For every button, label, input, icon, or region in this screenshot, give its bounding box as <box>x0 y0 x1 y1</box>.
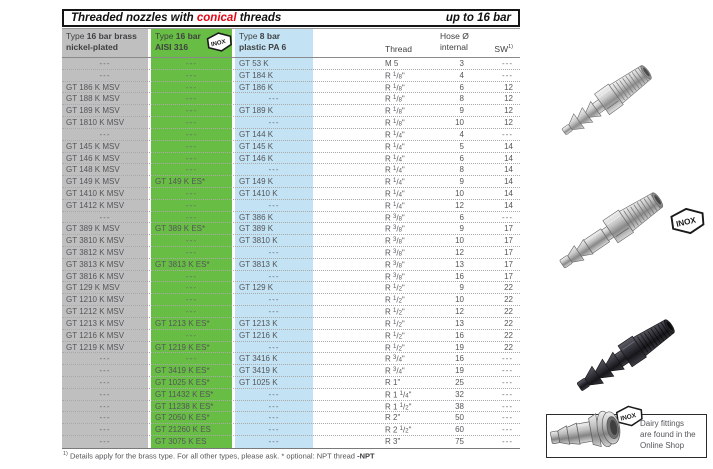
product-image-plastic-nozzle <box>568 318 686 392</box>
cell-thread: R $^1$/8" <box>385 118 405 128</box>
cell-sw: 12 <box>504 106 513 116</box>
cell-thread: R $^1$/8" <box>385 106 405 116</box>
cell-brass: --- <box>99 401 111 411</box>
cell-sw: 14 <box>504 177 513 187</box>
page-title <box>71 12 281 24</box>
table-row <box>62 412 520 424</box>
table-row <box>62 247 520 259</box>
cell-brass: GT 148 K MSV <box>66 165 120 175</box>
cell-hose: 5 <box>459 141 464 151</box>
cell-sw: 12 <box>504 118 513 128</box>
table-row <box>62 318 520 330</box>
inox-badge-header <box>205 31 233 58</box>
cell-thread: R $^1$/2" <box>385 295 405 305</box>
cell-brass: GT 189 K MSV <box>66 106 120 116</box>
cell-inox: --- <box>186 59 197 68</box>
cell-thread: R $^3$/8" <box>385 260 405 270</box>
table-row <box>62 259 520 271</box>
cell-plastic: GT 149 K <box>239 177 274 187</box>
cell-brass: --- <box>99 437 111 446</box>
cell-hose: 16 <box>455 330 464 340</box>
cell-hose: 10 <box>455 188 464 198</box>
cell-hose: 38 <box>455 401 464 411</box>
cell-sw: 14 <box>504 200 513 210</box>
cell-sw: --- <box>502 354 513 364</box>
cell-brass: --- <box>99 389 111 399</box>
cell-plastic: --- <box>268 342 280 352</box>
cell-inox: GT 3813 K ES* <box>155 259 210 269</box>
cell-sw: 17 <box>504 259 513 269</box>
cell-sw: --- <box>502 389 513 399</box>
cell-inox: GT 11238 K ES* <box>155 401 214 411</box>
cell-inox: --- <box>186 94 197 104</box>
table-row <box>62 223 520 235</box>
cell-hose: 9 <box>459 177 464 187</box>
cell-inox: --- <box>186 141 197 151</box>
cell-sw: 22 <box>504 318 513 328</box>
dairy-note-line3: Online Shop <box>640 441 685 450</box>
title-prefix: Threaded nozzles with <box>71 12 197 24</box>
cell-hose: 60 <box>455 425 464 435</box>
cell-plastic: GT 1216 K <box>239 330 278 340</box>
cell-thread: R $^1$/8" <box>385 83 405 93</box>
cell-plastic: GT 186 K <box>239 82 274 92</box>
cell-inox: GT 21260 K ES <box>155 425 211 435</box>
cell-thread: R $^1$/4" <box>385 189 405 199</box>
table-row <box>62 365 520 377</box>
cell-sw: 17 <box>504 224 513 234</box>
cell-hose: 10 <box>455 236 464 246</box>
sw-footnote-marker: 1) <box>508 44 513 51</box>
cell-sw: --- <box>502 59 513 68</box>
cell-inox: GT 1025 K ES* <box>155 377 210 387</box>
column-header-inox <box>155 31 201 53</box>
cell-brass: --- <box>99 59 111 68</box>
inox-badge-text: INOX <box>210 39 227 49</box>
cell-thread: R $^3$/8" <box>385 213 405 223</box>
cell-brass: --- <box>99 425 111 435</box>
cell-sw: --- <box>502 401 513 411</box>
cell-thread: R $^1$/4" <box>385 201 405 211</box>
cell-plastic: GT 144 K <box>239 129 274 139</box>
cell-sw: --- <box>502 129 513 139</box>
product-table <box>62 28 520 449</box>
cell-thread: R $^1$/4" <box>385 130 405 140</box>
cell-sw: 14 <box>504 141 513 151</box>
cell-inox: GT 389 K ES* <box>155 224 206 234</box>
cell-brass: GT 1810 K MSV <box>66 118 125 128</box>
table-row <box>62 129 520 141</box>
cell-brass: GT 1219 K MSV <box>66 342 125 352</box>
cell-sw: 17 <box>504 248 513 257</box>
cell-sw: 22 <box>504 342 513 352</box>
inox-badge-side-text: INOX <box>675 215 697 229</box>
cell-plastic: --- <box>268 118 280 128</box>
cell-inox: --- <box>186 70 197 80</box>
cell-inox: GT 3075 K ES <box>155 437 207 446</box>
cell-inox: GT 11432 K ES* <box>155 389 214 399</box>
cell-brass: GT 149 K MSV <box>66 177 120 187</box>
cell-hose: 13 <box>455 318 464 328</box>
cell-thread: R 1" <box>385 377 401 387</box>
footnote-text: Details apply for the brass type. For all other types, please ask. * optional: NPT thread <box>67 451 358 461</box>
cell-sw: --- <box>502 212 513 222</box>
table-row <box>62 200 520 212</box>
table-row <box>62 117 520 129</box>
cell-plastic: GT 129 K <box>239 283 274 293</box>
cell-plastic: GT 184 K <box>239 70 274 80</box>
cell-plastic: --- <box>268 307 280 317</box>
inox-badge-dairy-text: INOX <box>619 412 637 423</box>
cell-hose: 12 <box>455 200 464 210</box>
cell-sw: 17 <box>504 271 513 281</box>
cell-brass: GT 3810 K MSV <box>66 236 125 246</box>
cell-hose: 25 <box>455 377 464 387</box>
brass-rating-label: 16 bar brass <box>86 31 137 41</box>
cell-plastic: GT 1410 K <box>239 188 278 198</box>
cell-thread: R $^3$/8" <box>385 248 405 258</box>
cell-thread: R $^1$/4" <box>385 154 405 163</box>
hose-diameter-label: Hose Ø <box>440 31 469 41</box>
cell-hose: 3 <box>459 59 464 68</box>
dairy-note <box>640 418 696 451</box>
cell-sw: 12 <box>504 82 513 92</box>
cell-brass: --- <box>99 212 111 222</box>
table-row <box>62 82 520 94</box>
cell-inox: --- <box>186 188 197 198</box>
product-image-dairy-fitting <box>549 404 643 458</box>
cell-hose: 19 <box>455 342 464 352</box>
table-row <box>62 401 520 413</box>
cell-plastic: --- <box>268 165 280 175</box>
cell-hose: 16 <box>455 271 464 281</box>
table-row <box>62 271 520 283</box>
cell-sw: 17 <box>504 236 513 246</box>
cell-thread: R $^1$/4" <box>385 177 405 187</box>
cell-inox: --- <box>186 129 197 139</box>
cell-brass: GT 186 K MSV <box>66 82 120 92</box>
cell-hose: 10 <box>455 118 464 128</box>
table-row <box>62 389 520 401</box>
cell-plastic: --- <box>268 401 280 411</box>
hose-internal-label: internal <box>440 42 468 53</box>
cell-hose: 6 <box>459 212 464 222</box>
cell-brass: GT 1410 K MSV <box>66 188 125 198</box>
cell-brass: GT 3813 K MSV <box>66 259 125 269</box>
cell-inox: --- <box>186 248 197 257</box>
cell-sw: --- <box>502 377 513 387</box>
cell-inox: --- <box>186 212 197 222</box>
cell-plastic: --- <box>268 389 280 399</box>
cell-sw: 14 <box>504 165 513 175</box>
table-row <box>62 294 520 306</box>
inox-rating-label: 16 bar <box>175 31 201 41</box>
cell-thread: R $^1$/2" <box>385 319 405 329</box>
inox-type-label: Type <box>155 31 176 41</box>
cell-hose: 50 <box>455 413 464 423</box>
table-row <box>62 282 520 294</box>
product-image-brass-nozzle <box>552 62 664 138</box>
cell-plastic: --- <box>268 271 280 281</box>
cell-inox: --- <box>186 354 197 364</box>
table-row <box>62 436 520 448</box>
cell-brass: --- <box>99 129 111 139</box>
cell-hose: 6 <box>459 153 464 163</box>
cell-plastic: --- <box>268 248 280 257</box>
cell-inox: --- <box>186 295 197 305</box>
table-header <box>62 29 520 58</box>
cell-sw: --- <box>502 437 513 446</box>
cell-brass: GT 129 K MSV <box>66 283 120 293</box>
inox-material-label: AISI 316 <box>155 42 189 53</box>
cell-brass: GT 1212 K MSV <box>66 307 125 317</box>
cell-plastic: --- <box>268 295 280 305</box>
cell-thread: R $^1$/8" <box>385 94 405 104</box>
cell-hose: 10 <box>455 295 464 305</box>
cell-hose: 19 <box>455 366 464 376</box>
cell-inox: --- <box>186 106 197 116</box>
cell-sw: 14 <box>504 188 513 198</box>
plastic-material-label: plastic PA 6 <box>239 42 287 53</box>
cell-plastic: --- <box>268 200 280 210</box>
cell-plastic: GT 146 K <box>239 153 274 163</box>
cell-inox: --- <box>186 271 197 281</box>
dairy-note-line2: are found in the <box>640 430 696 439</box>
cell-thread: R $^1$/2" <box>385 343 405 352</box>
cell-sw: 22 <box>504 295 513 305</box>
cell-thread: R $^3$/8" <box>385 236 405 246</box>
cell-plastic: GT 386 K <box>239 212 274 222</box>
cell-sw: --- <box>502 413 513 423</box>
cell-sw: 22 <box>504 283 513 293</box>
cell-brass: GT 146 K MSV <box>66 153 120 163</box>
cell-hose: 8 <box>459 165 464 175</box>
cell-thread: R $^1$/2" <box>385 283 405 293</box>
cell-inox: --- <box>186 118 197 128</box>
table-row <box>62 105 520 117</box>
cell-plastic: GT 1025 K <box>239 377 278 387</box>
table-row <box>62 353 520 365</box>
cell-sw: --- <box>502 366 513 376</box>
cell-thread: R 1 $^1$/2" <box>385 402 412 412</box>
cell-thread: M 5 <box>385 59 399 68</box>
cell-hose: 8 <box>459 94 464 104</box>
cell-plastic: GT 3419 K <box>239 366 278 376</box>
table-row <box>62 342 520 354</box>
inox-badge-side <box>668 206 706 241</box>
table-row <box>62 153 520 165</box>
cell-brass: GT 145 K MSV <box>66 141 120 151</box>
table-row <box>62 70 520 82</box>
cell-brass: GT 3812 K MSV <box>66 248 125 257</box>
cell-sw: 22 <box>504 330 513 340</box>
cell-sw: 14 <box>504 153 513 163</box>
cell-hose: 16 <box>455 354 464 364</box>
cell-sw: --- <box>502 70 513 80</box>
cell-plastic: GT 3813 K <box>239 259 278 269</box>
cell-plastic: --- <box>268 437 280 446</box>
cell-plastic: --- <box>268 425 280 435</box>
cell-hose: 32 <box>455 389 464 399</box>
cell-inox: GT 3419 K ES* <box>155 366 210 376</box>
title-bar <box>62 9 520 27</box>
cell-brass: --- <box>99 377 111 387</box>
cell-inox: --- <box>186 330 197 340</box>
table-row <box>62 306 520 318</box>
table-row <box>62 424 520 436</box>
cell-plastic: GT 389 K <box>239 224 274 234</box>
cell-thread: R $^3$/8" <box>385 224 405 234</box>
cell-brass: GT 1213 K MSV <box>66 318 125 328</box>
cell-inox: GT 1219 K ES* <box>155 342 210 352</box>
cell-plastic: --- <box>268 94 280 104</box>
footnote-npt-label: -NPT <box>357 451 375 461</box>
cell-plastic: GT 3810 K <box>239 236 278 246</box>
cell-hose: 9 <box>459 106 464 116</box>
table-body <box>62 58 520 448</box>
cell-thread: R $^1$/8" <box>385 71 405 81</box>
cell-thread: R $^1$/4" <box>385 165 405 175</box>
cell-thread: R 1 $^1$/4" <box>385 390 412 400</box>
cell-inox: --- <box>186 165 197 175</box>
cell-inox: GT 149 K ES* <box>155 177 206 187</box>
plastic-rating-label: 8 bar <box>259 31 281 41</box>
cell-hose: 12 <box>455 307 464 317</box>
cell-brass: GT 188 K MSV <box>66 94 120 104</box>
column-header-sw <box>470 44 513 55</box>
cell-thread: R $^1$/2" <box>385 307 405 317</box>
cell-hose: 4 <box>459 129 464 139</box>
cell-sw: 12 <box>504 94 513 104</box>
cell-thread: R $^1$/4" <box>385 142 405 152</box>
cell-thread: R $^3$/4" <box>385 354 405 364</box>
cell-thread: R 3" <box>385 437 401 446</box>
table-row <box>62 93 520 105</box>
cell-plastic: GT 145 K <box>239 141 274 151</box>
column-header-hose <box>440 31 469 53</box>
table-row <box>62 330 520 342</box>
cell-hose: 9 <box>459 283 464 293</box>
cell-brass: GT 3816 K MSV <box>66 271 125 281</box>
cell-thread: R 2 $^1$/2" <box>385 425 412 435</box>
cell-inox: --- <box>186 307 197 317</box>
cell-brass: GT 1216 K MSV <box>66 330 125 340</box>
footnote-marker: 1) <box>63 451 68 457</box>
cell-thread: R 2" <box>385 413 401 423</box>
cell-plastic: GT 3416 K <box>239 354 278 364</box>
cell-brass: GT 1210 K MSV <box>66 295 125 305</box>
table-row <box>62 58 520 70</box>
column-header-brass <box>66 31 137 53</box>
cell-hose: 75 <box>455 437 464 446</box>
cell-plastic: GT 1213 K <box>239 318 278 328</box>
cell-brass: --- <box>99 354 111 364</box>
cell-sw: --- <box>502 425 513 435</box>
pressure-rating-label: up to 16 bar <box>445 12 511 24</box>
dairy-note-line1: Dairy fittings <box>640 419 685 428</box>
brass-material-label: nickel-plated <box>66 42 118 53</box>
cell-brass: GT 1412 K MSV <box>66 200 125 210</box>
table-row <box>62 176 520 188</box>
cell-hose: 12 <box>455 248 464 257</box>
cell-hose: 13 <box>455 259 464 269</box>
cell-inox: --- <box>186 283 197 293</box>
column-header-thread: Thread <box>385 44 412 54</box>
column-header-plastic <box>239 31 286 53</box>
title-highlight: conical <box>196 12 237 24</box>
brass-type-label: Type <box>66 31 87 41</box>
cell-plastic: GT 189 K <box>239 106 274 116</box>
cell-brass: --- <box>99 366 111 376</box>
table-row <box>62 164 520 176</box>
sw-label: SW <box>494 44 509 54</box>
cell-hose: 6 <box>459 82 464 92</box>
cell-brass: GT 389 K MSV <box>66 224 120 234</box>
table-row <box>62 235 520 247</box>
title-suffix: threads <box>236 12 282 24</box>
cell-sw: 22 <box>504 307 513 317</box>
cell-inox: GT 1213 K ES* <box>155 318 210 328</box>
footnote <box>63 451 375 461</box>
cell-inox: --- <box>186 200 197 210</box>
cell-hose: 4 <box>459 70 464 80</box>
cell-plastic: GT 53 K <box>239 59 269 68</box>
cell-inox: GT 2050 K ES* <box>155 413 210 423</box>
cell-brass: --- <box>99 413 111 423</box>
plastic-type-label: Type <box>239 31 260 41</box>
cell-inox: --- <box>186 153 197 163</box>
cell-inox: --- <box>186 82 197 92</box>
cell-thread: R $^1$/2" <box>385 331 405 341</box>
cell-hose: 9 <box>459 224 464 234</box>
cell-brass: --- <box>99 70 111 80</box>
cell-thread: R $^3$/8" <box>385 272 405 282</box>
table-row <box>62 141 520 153</box>
cell-plastic: --- <box>268 413 280 423</box>
table-row <box>62 188 520 200</box>
cell-inox: --- <box>186 236 197 246</box>
cell-thread: R $^3$/4" <box>385 366 405 376</box>
table-row <box>62 212 520 224</box>
table-row <box>62 377 520 389</box>
product-image-inox-nozzle <box>550 190 676 270</box>
